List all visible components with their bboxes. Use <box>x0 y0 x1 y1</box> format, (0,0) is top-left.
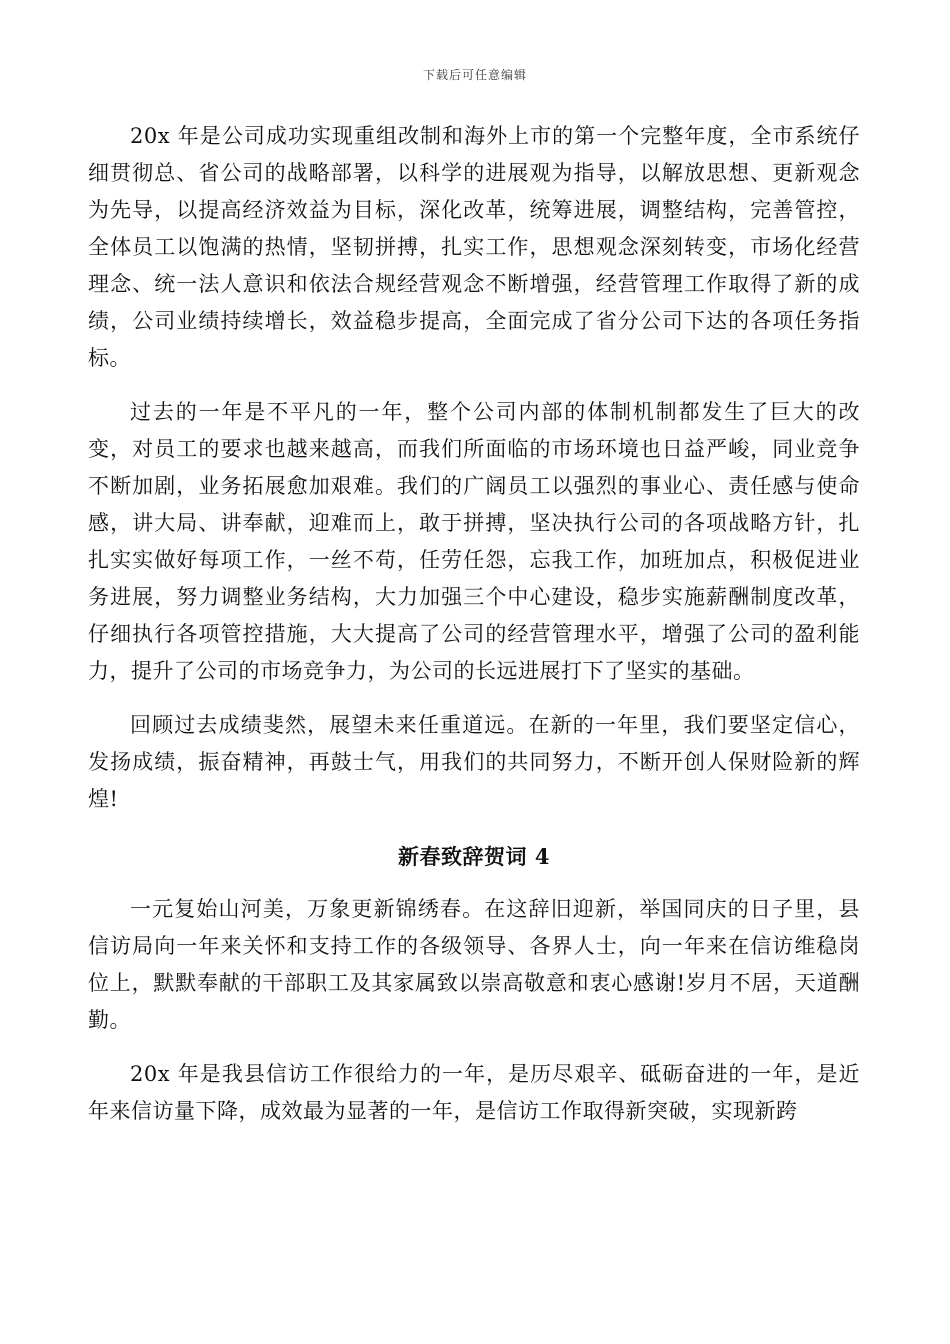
section-title: 新春致辞贺词 4 <box>398 844 550 869</box>
paragraph-5: 20x 年是我县信访工作很给力的一年，是历尽艰辛、砥砺奋进的一年，是近年来信访量下降，成效最为显著的一年，是信访工作取得新突破，实现新跨 <box>88 1062 860 1123</box>
paragraph-1: 20x 年是公司成功实现重组改制和海外上市的第一个完整年度，全市系统仔细贯彻总、省公司的战略部署，以科学的进展观为指导，以解放思想、更新观念为先导，以提高经济效益为目标，深化改革，统筹进展，调整结构，完善管控，全体员工以饱满的热情，坚韧拼搏，扎实工作，思想观念深刻转变，市场化经营理念、统一法人意识和依法合规经营观念不断增强，经营管理工作取得了新的成绩，公司业绩持续增长，效益稳步提高，全面完成了省分公司下达的各项任务指标。 <box>88 124 860 370</box>
paragraph-2: 过去的一年是不平凡的一年，整个公司内部的体制机制都发生了巨大的改变，对员工的要求也越来越高，而我们所面临的市场环境也日益严峻，同业竞争不断加剧，业务拓展愈加艰难。我们的广阔员工以强烈的事业心、责任感与使命感，讲大局、讲奉献，迎难而上，敢于拼搏，坚决执行公司的各项战略方针，扎扎实实做好每项工作，一丝不苟，任劳任怨，忘我工作，加班加点，积极促进业务进展，努力调整业务结构，大力加强三个中心建设，稳步实施薪酬制度改革，仔细执行各项管控措施，大大提高了公司的经营管理水平，增强了公司的盈利能力，提升了公司的市场竞争力，为公司的长远进展打下了坚实的基础。 <box>88 400 860 683</box>
header-note: 下载后可任意编辑 <box>422 68 527 82</box>
document-body <box>88 118 860 1130</box>
paragraph-3: 回顾过去成绩斐然，展望未来任重道远。在新的一年里，我们要坚定信心，发扬成绩，振奋精神，再鼓士气，用我们的共同努力，不断开创人保财险新的辉煌! <box>88 713 860 811</box>
paragraph-4: 一元复始山河美，万象更新锦绣春。在这辞旧迎新，举国同庆的日子里，县信访局向一年来关怀和支持工作的各级领导、各界人士，向一年来在信访维稳岗位上，默默奉献的干部职工及其家属致以崇高敬意和衷心感谢!岁月不居，天道酬勤。 <box>88 897 860 1032</box>
